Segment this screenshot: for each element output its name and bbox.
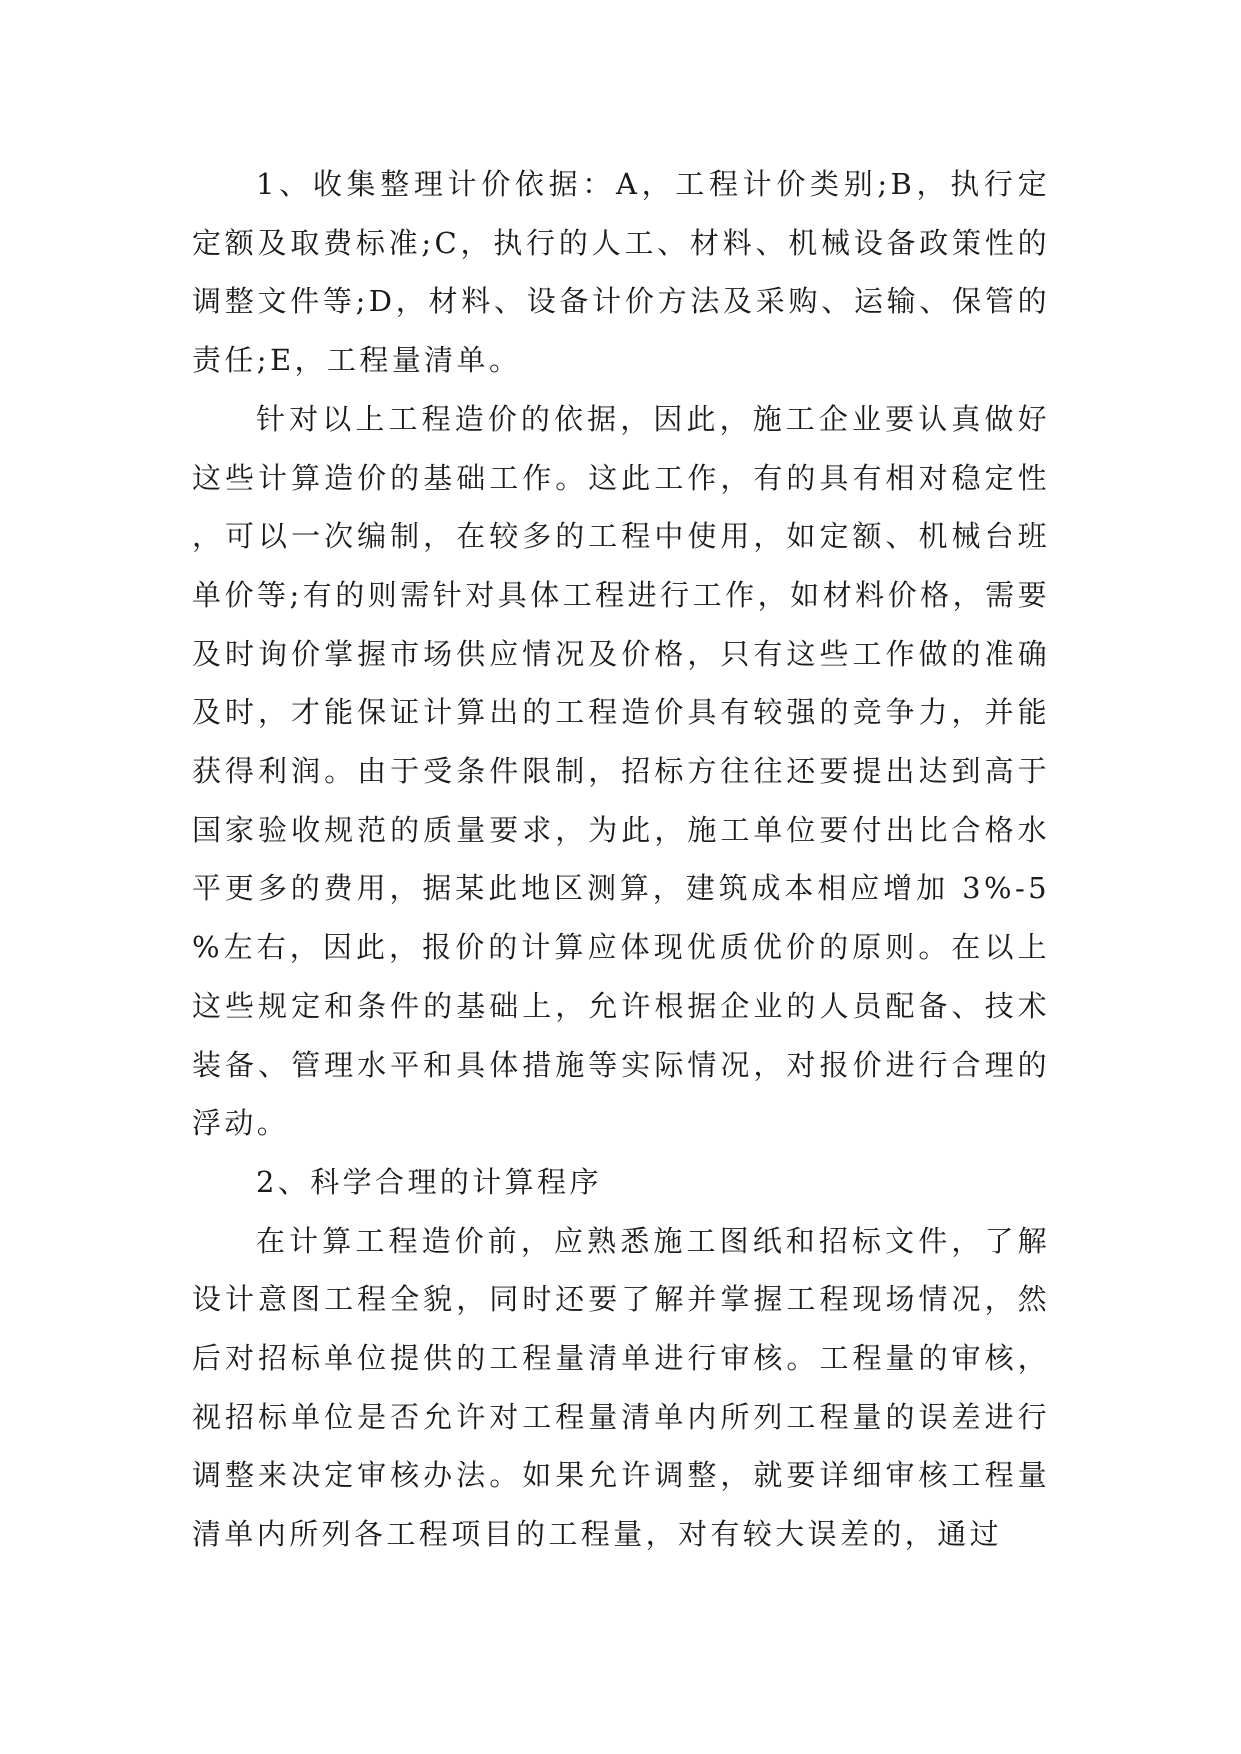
paragraph-quantity-review: 在计算工程造价前，应熟悉施工图纸和招标文件，了解设计意图工程全貌，同时还要了解并掌握工程现场情况，然后对招标单位提供的工程量清单进行审核。工程量的审核，视招标单位是否允许对工程量清单内所列工程量的误差进行调整来决定审核办法。如果允许调整，就要详细审核工程量清单内所列各工程项目的工程量，对有较大误差的，通过	[192, 1223, 1050, 1552]
paragraph-cost-foundation: 针对以上工程造价的依据，因此，施工企业要认真做好这些计算造价的基础工作。这此工作，有的具有相对稳定性，可以一次编制，在较多的工程中使用，如定额、机械台班单价等;有的则需针对具体工程进行工作，如材料价格，需要及时询价掌握市场供应情况及价格，只有这些工作做的准确及时，才能保证计算出的工程造价具有较强的竞争力，并能获得利润。由于受条件限制，招标方往往还要提出达到高于国家验收规范的质量要求，为此，施工单位要付出比合格水平更多的费用，据某此地区测算，建筑成本相应增加 3%-5%左右，因此，报价的计算应体现优质优价的原则。在以上这些规定和条件的基础上，允许根据企业的人员配备、技术装备、管理水平和具体措施等实际情况，对报价进行合理的浮动。	[192, 401, 1050, 1141]
paragraph-pricing-basis: 1、收集整理计价依据：A，工程计价类别;B，执行定定额及取费标准;C，执行的人工、材料、机械设备政策性的调整文件等;D，材料、设备计价方法及采购、运输、保管的责任;E，工程量清单。	[192, 167, 1050, 378]
document-page	[192, 155, 1050, 1564]
section-heading-calculation-procedure: 2、科学合理的计算程序	[256, 1164, 602, 1199]
